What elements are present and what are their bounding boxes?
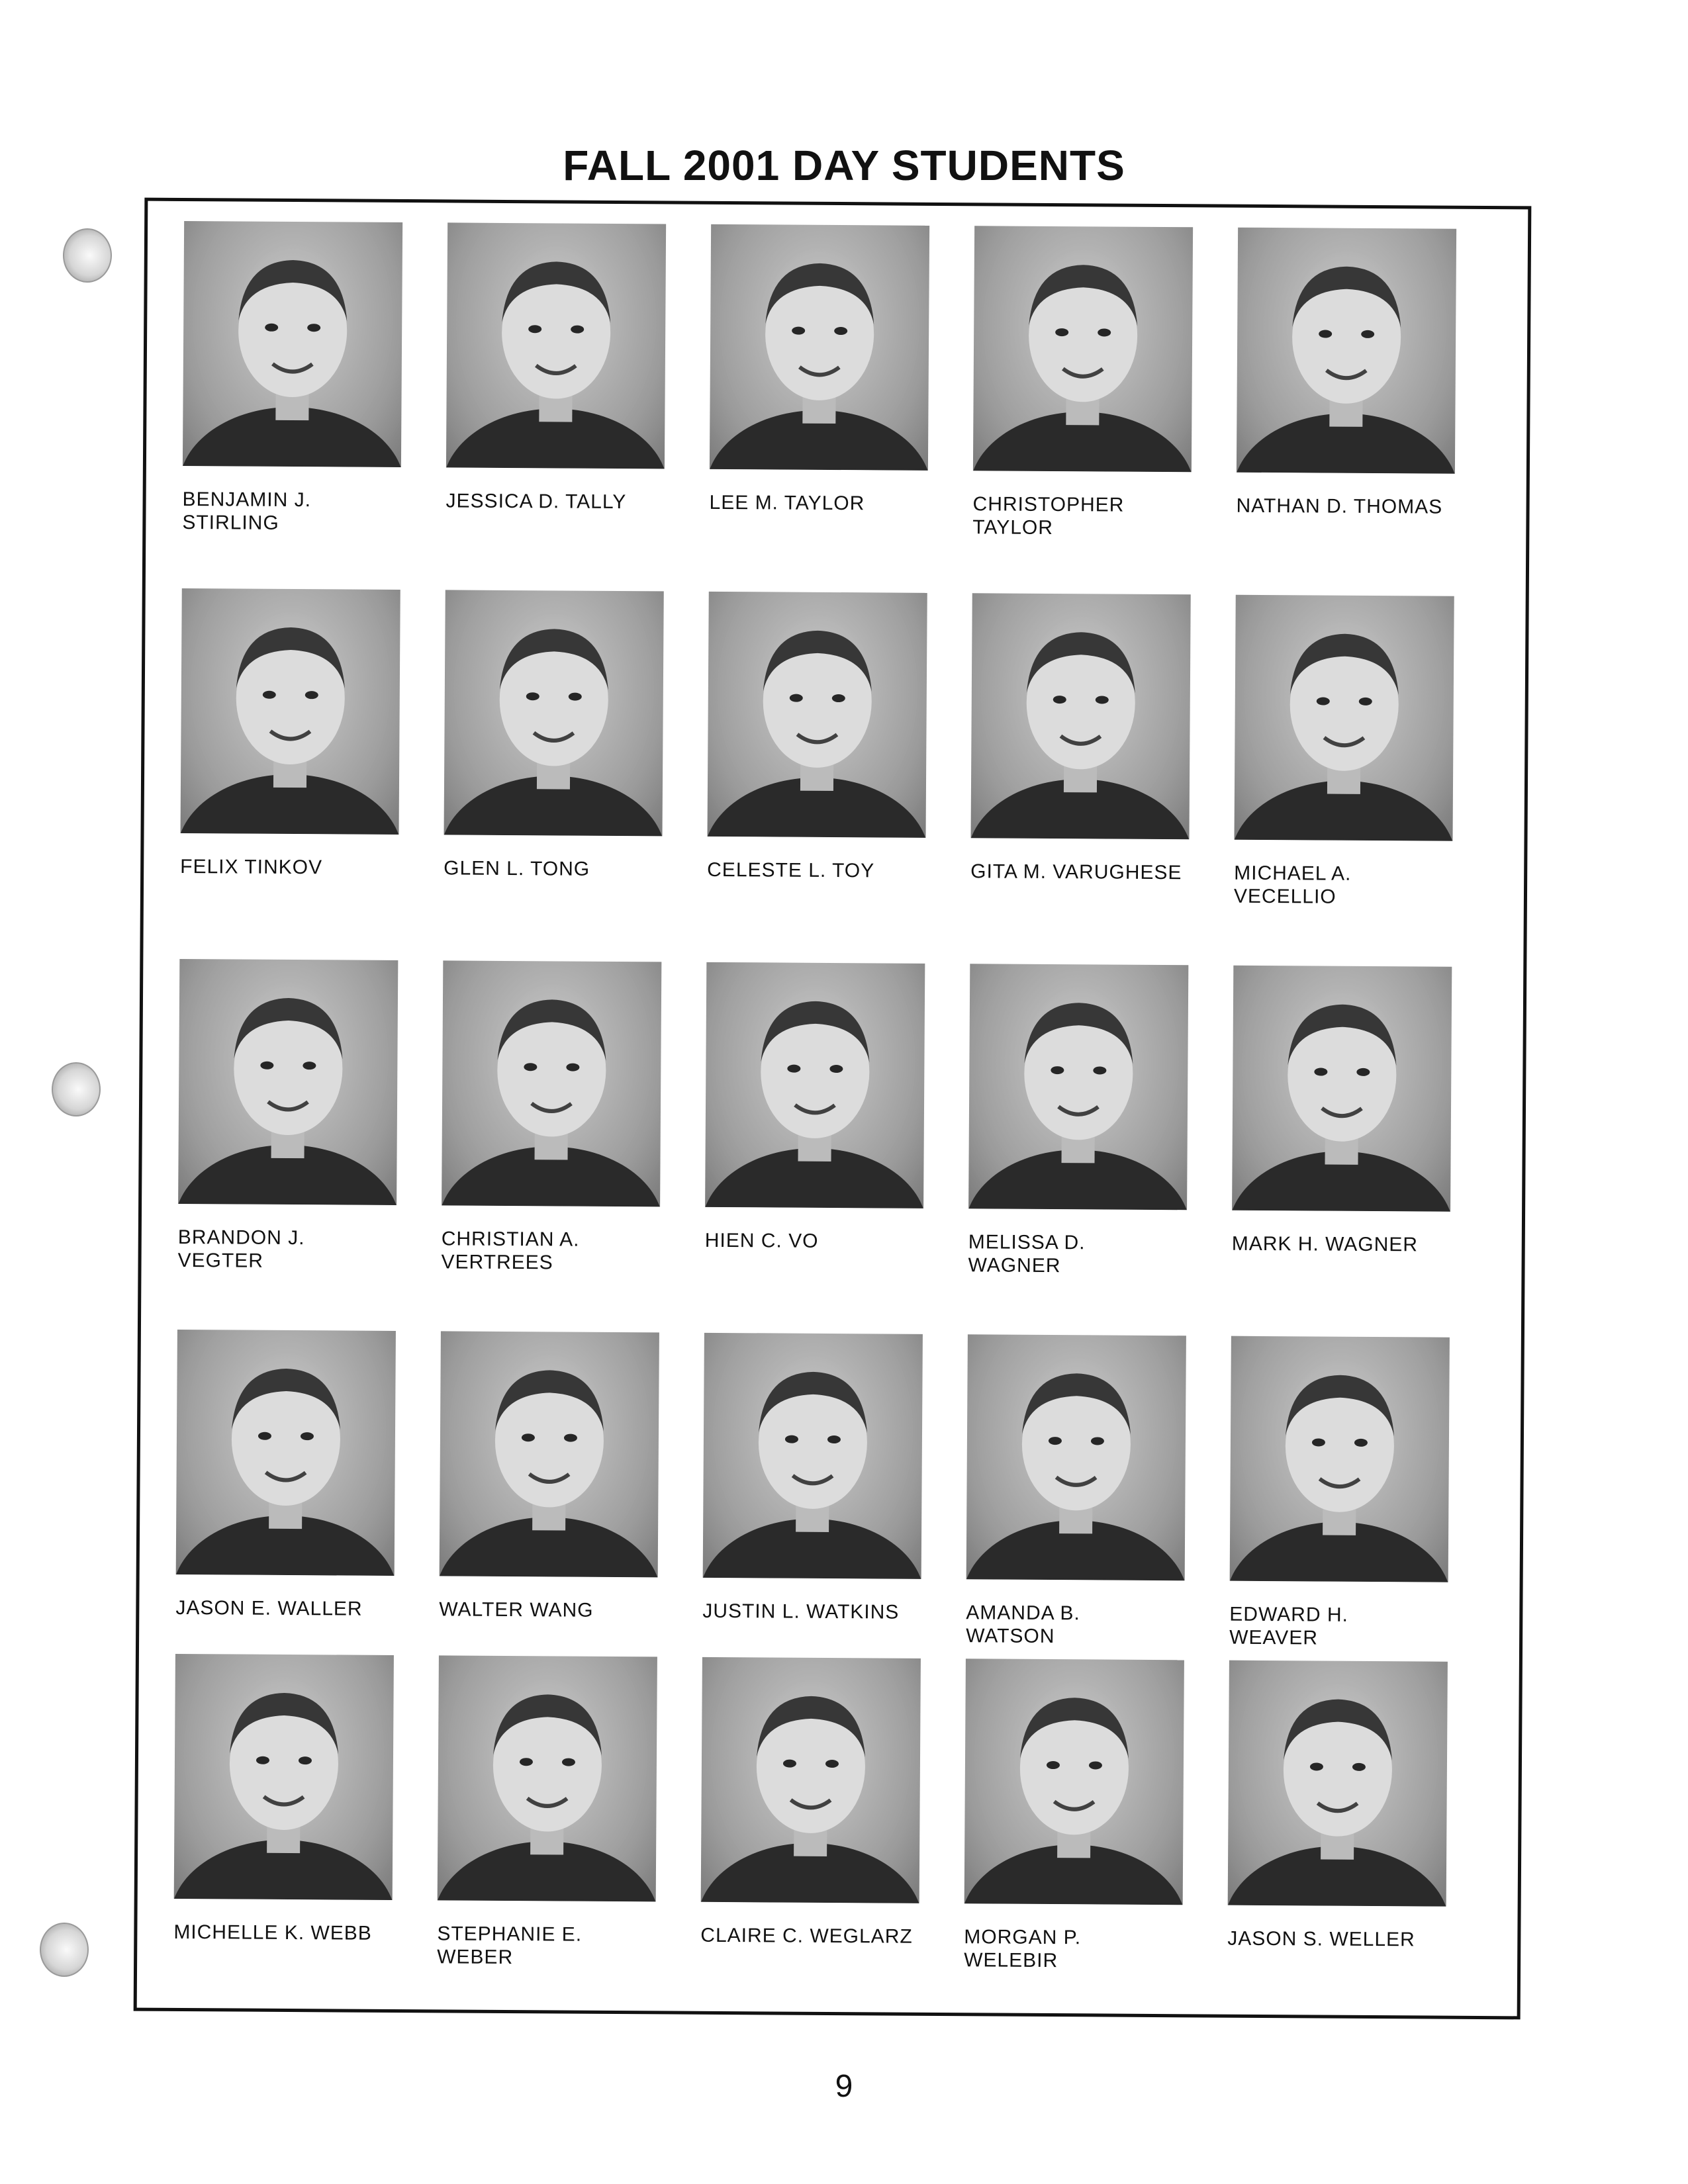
student-card [173, 1646, 394, 2018]
student-photo [1234, 595, 1454, 841]
student-card [182, 213, 402, 582]
student-card [704, 954, 925, 1326]
student-card [1227, 1653, 1448, 2025]
student-photo-frame [134, 198, 1532, 2020]
student-photo [966, 1334, 1186, 1580]
student-card [964, 1651, 1184, 2023]
student-card [970, 585, 1190, 957]
student-card [441, 952, 661, 1324]
student-name: HIEN C. VO [704, 1229, 819, 1252]
student-name: MELISSA D. WAGNER [968, 1231, 1086, 1277]
student-name: NATHAN D. THOMAS [1236, 494, 1443, 518]
punch-hole-bottom [40, 1923, 89, 1977]
student-photo [1237, 228, 1456, 474]
student-name: BENJAMIN J. STIRLING [182, 488, 312, 534]
student-photo [971, 593, 1191, 839]
student-name: CELESTE L. TOY [707, 858, 875, 882]
punch-hole-middle [52, 1062, 101, 1116]
student-photo [968, 964, 1188, 1210]
student-photo [973, 226, 1193, 472]
student-name: MICHELLE K. WEBB [173, 1921, 372, 1944]
student-name: GITA M. VARUGHESE [970, 860, 1182, 884]
student-name: GLEN L. TONG [444, 857, 590, 880]
student-card [175, 1322, 396, 1647]
student-photo [1228, 1661, 1448, 1907]
student-photo [176, 1330, 396, 1576]
student-name: JASON S. WELLER [1227, 1927, 1415, 1951]
student-card [437, 1647, 657, 2019]
student-name: FELIX TINKOV [180, 855, 323, 879]
student-card [1229, 1328, 1450, 1654]
student-photo [705, 962, 925, 1208]
student-photo [442, 960, 661, 1206]
student-name: CHRISTIAN A. VERTREES [441, 1228, 580, 1274]
student-card [972, 218, 1193, 586]
student-card [179, 580, 400, 952]
student-card [443, 582, 663, 954]
student-name: AMANDA B. WATSON [966, 1602, 1080, 1648]
student-photo [440, 1331, 659, 1577]
student-name: EDWARD H. WEAVER [1229, 1603, 1349, 1649]
student-photo [708, 592, 927, 838]
student-card [1233, 587, 1454, 959]
student-card [706, 584, 927, 956]
student-photo [1230, 1336, 1450, 1582]
student-card [966, 1326, 1186, 1652]
student-card [445, 214, 666, 583]
student-name: MICHAEL A. VECELLIO [1233, 862, 1352, 908]
student-photo [1232, 966, 1452, 1212]
student-card [968, 956, 1188, 1328]
student-name: JASON E. WALLER [175, 1596, 363, 1620]
student-photo [964, 1659, 1184, 1905]
student-name: BRANDON J. VEGTER [177, 1226, 305, 1272]
student-photo [710, 224, 929, 471]
student-photo [438, 1655, 657, 1901]
student-name: LEE M. TAYLOR [709, 491, 865, 515]
student-card [439, 1323, 659, 1649]
student-photo [183, 221, 402, 467]
student-card [177, 951, 398, 1323]
student-photo [444, 590, 664, 836]
student-card [702, 1325, 923, 1651]
student-grid [173, 213, 1457, 2025]
student-name: WALTER WANG [439, 1598, 594, 1621]
student-card [1231, 958, 1452, 1330]
punch-hole-top [63, 228, 112, 283]
student-photo [178, 959, 398, 1205]
student-card [700, 1649, 921, 2021]
student-name: JESSICA D. TALLY [445, 490, 627, 514]
student-name: JUSTIN L. WATKINS [702, 1600, 900, 1623]
student-card [1236, 220, 1456, 588]
student-name: CHRISTOPHER TAYLOR [972, 493, 1125, 539]
page-title: FALL 2001 DAY STUDENTS [563, 141, 1125, 189]
student-name: STEPHANIE E. WEBER [437, 1923, 583, 1969]
student-photo [181, 588, 400, 835]
student-name: MORGAN P. WELEBIR [964, 1926, 1082, 1972]
student-card [709, 216, 929, 585]
student-name: CLAIRE C. WEGLARZ [700, 1924, 913, 1948]
student-photo [703, 1333, 923, 1579]
page-number: 9 [835, 2069, 853, 2104]
student-photo [174, 1654, 394, 1900]
student-photo [446, 222, 666, 469]
student-photo [701, 1657, 921, 1903]
student-name: MARK H. WAGNER [1231, 1232, 1419, 1256]
